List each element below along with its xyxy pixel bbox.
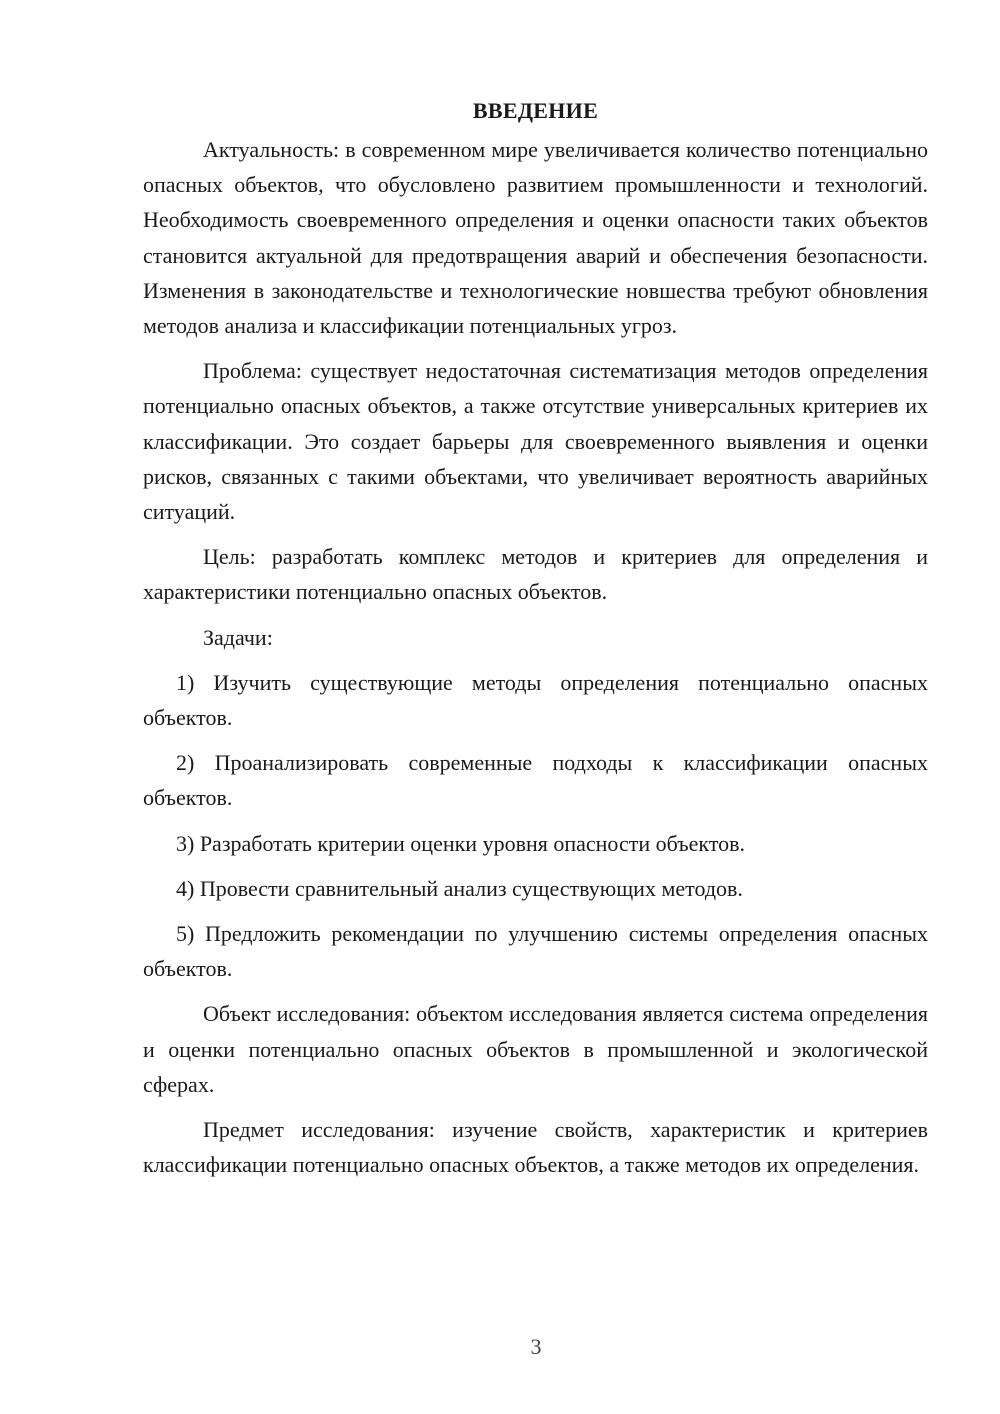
section-title: ВВЕДЕНИЕ bbox=[472, 98, 599, 123]
paragraph-problem: Проблема: существует недостаточная систематизация методов определения потенциально опасных объектов, а также отсутствие универсальных критериев их классификации. Это создает барьеры для своевременного выявления и оценки рисков, связанных с такими объектами, что увеличивает вероятность аварийных ситуаций. bbox=[143, 358, 928, 525]
task-item: 3) Разработать критерии оценки уровня опасности объектов. bbox=[176, 830, 746, 856]
task-item: 1) Изучить существующие методы определения потенциально опасных объектов. bbox=[143, 669, 928, 731]
paragraph-goal: Цель: разработать комплекс методов и критериев для определения и характеристики потенциально опасных объектов. bbox=[143, 544, 928, 605]
document-page bbox=[143, 96, 928, 1192]
paragraph-research-object: Объект исследования: объектом исследования является система определения и оценки потенциально опасных объектов в промышленной и экологической сферах. bbox=[143, 1001, 928, 1097]
paragraph-relevance: Актуальность: в современном мире увеличивается количество потенциально опасных объектов, что обусловлено развитием промышленности и технологий. Необходимость своевременного определения и оценки опасности таких объектов становится актуальной для предотвращения аварий и обеспечения безопасности. Изменения в законодательстве и технологические новшества требуют обновления методов анализа и классификации потенциальных угроз. bbox=[143, 137, 928, 339]
task-item: 2) Проанализировать современные подходы к классификации опасных объектов. bbox=[143, 750, 928, 811]
paragraph-tasks-heading: Задачи: bbox=[203, 624, 273, 650]
task-item: 5) Предложить рекомендации по улучшению системы определения опасных объектов. bbox=[143, 921, 928, 982]
page-number: 3 bbox=[530, 1334, 542, 1359]
task-item: 4) Провести сравнительный анализ существующих методов. bbox=[176, 875, 743, 901]
paragraph-research-subject: Предмет исследования: изучение свойств, характеристик и критериев классификации потенциально опасных объектов, а также методов их определения. bbox=[143, 1117, 928, 1178]
